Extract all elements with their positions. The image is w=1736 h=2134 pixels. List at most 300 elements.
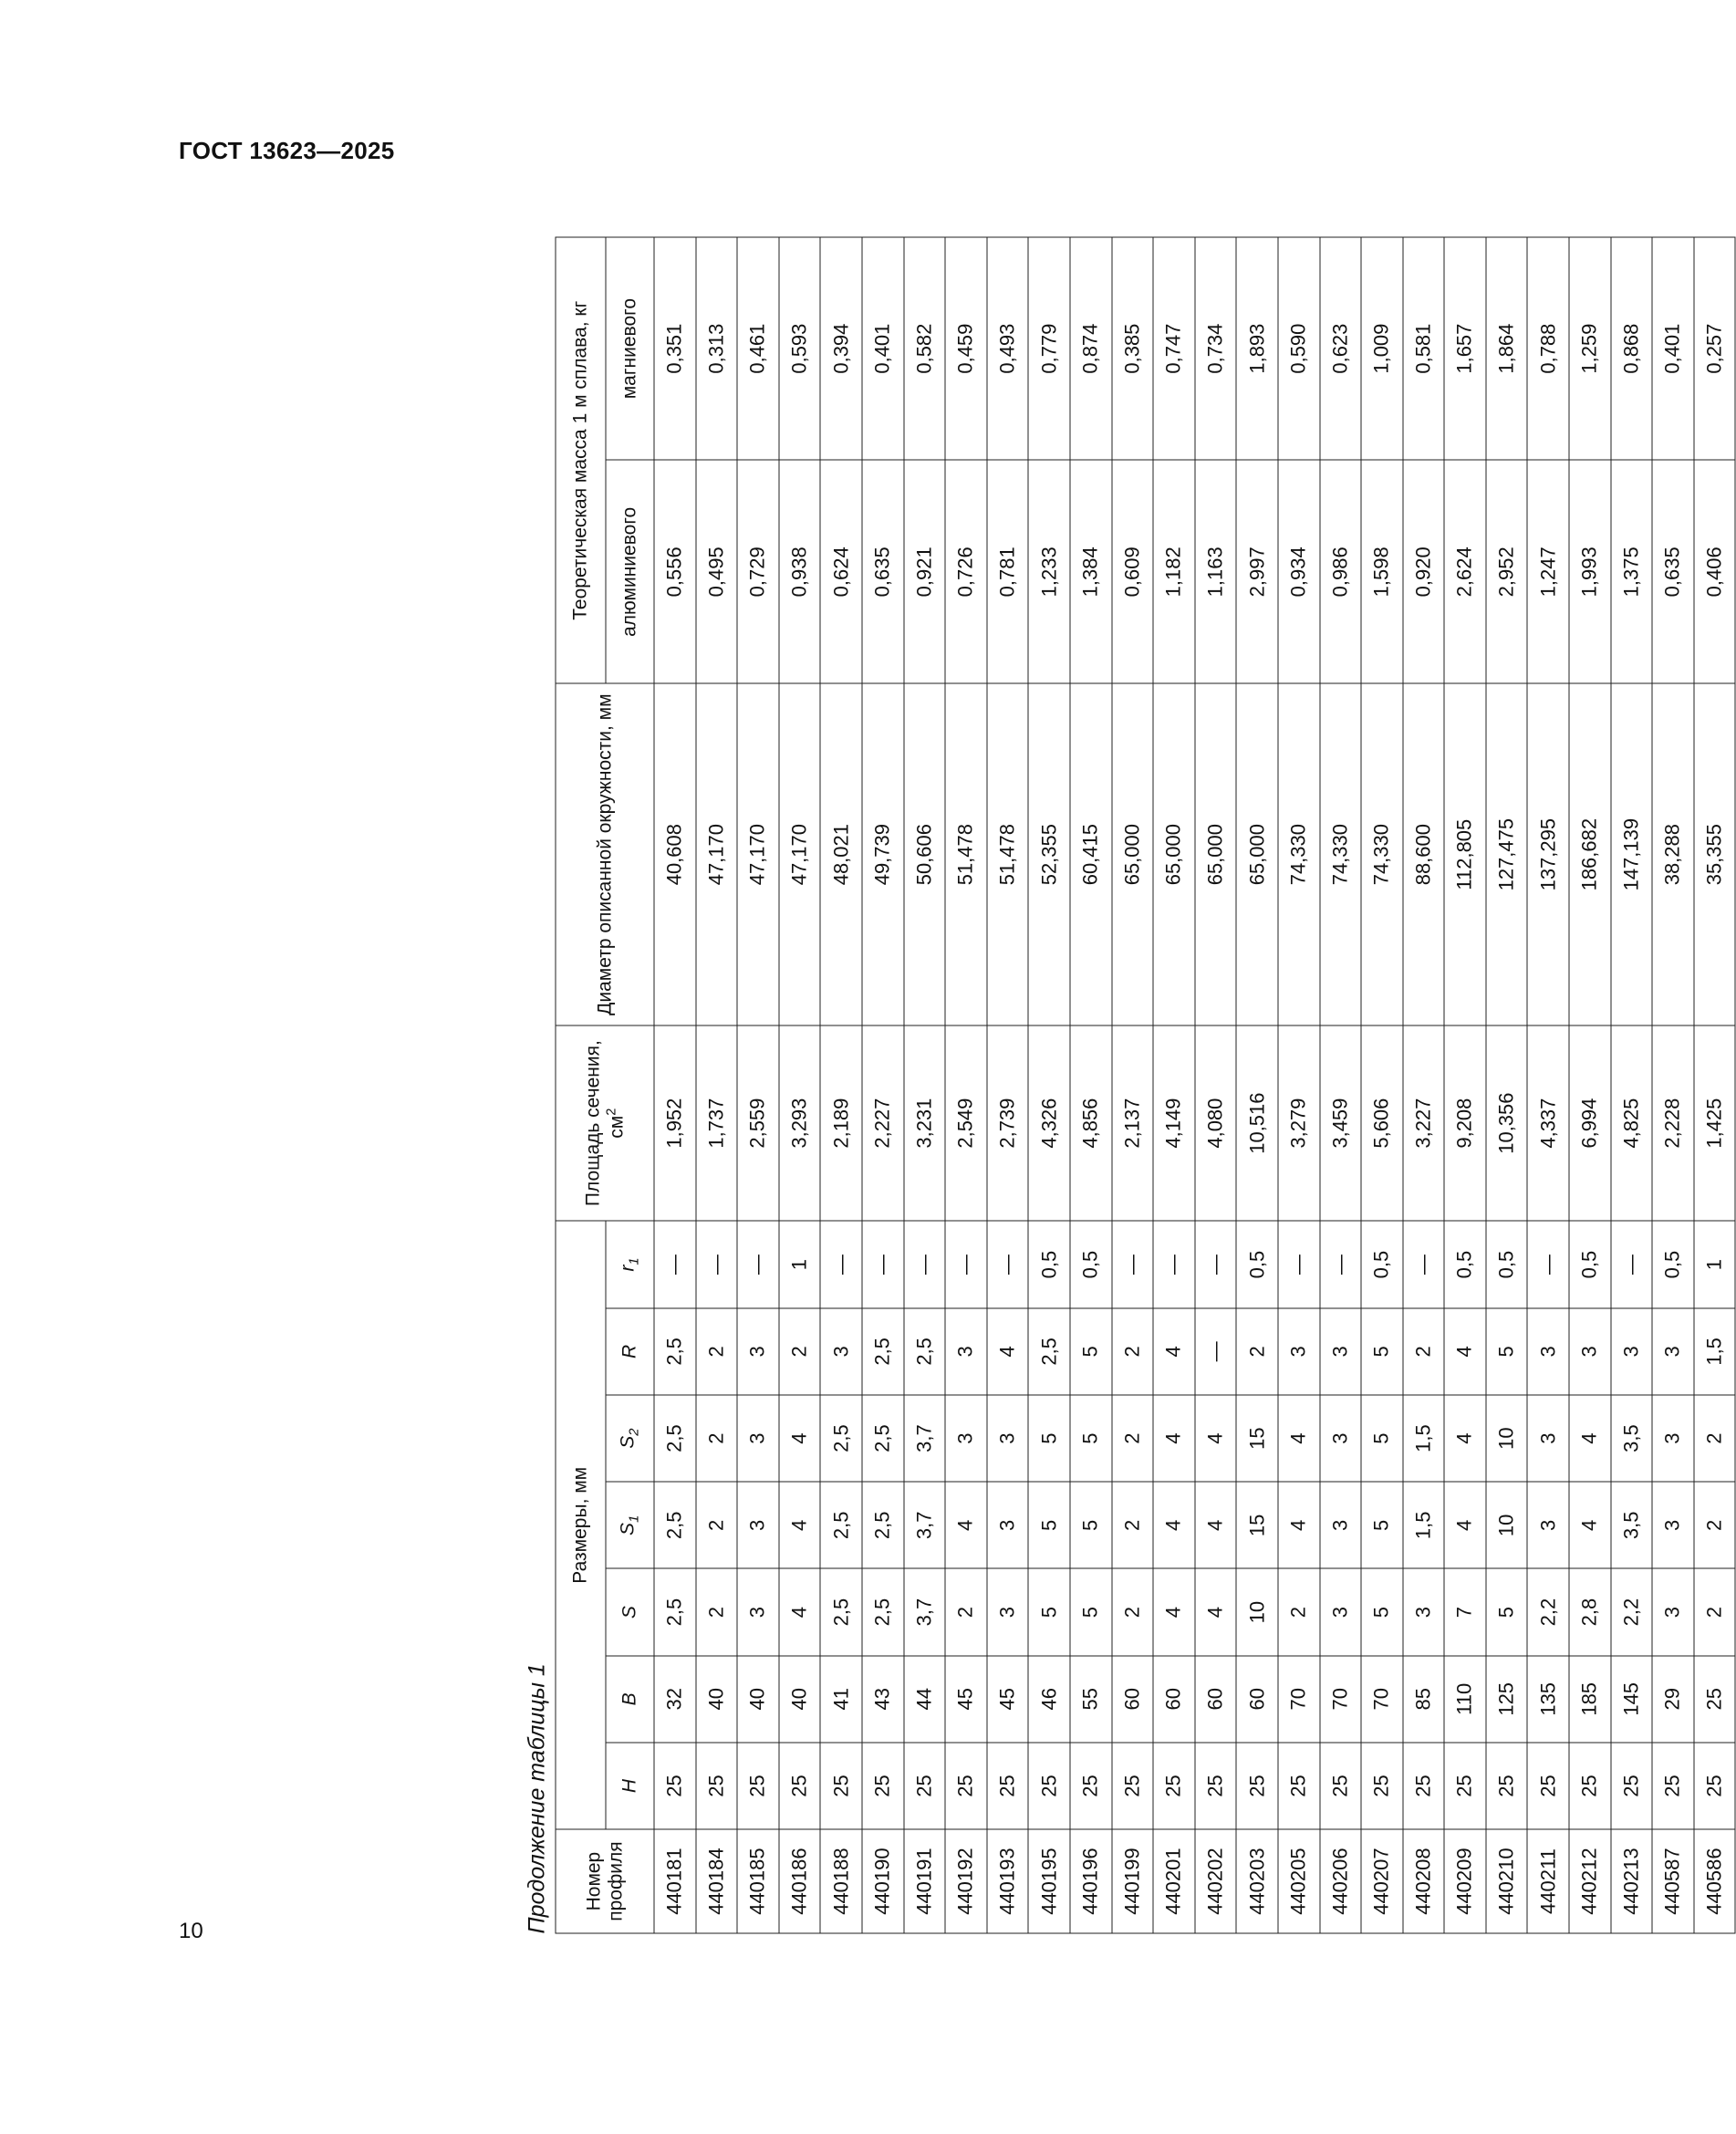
table-cell: 4 xyxy=(1195,1395,1237,1482)
table-cell: 440207 xyxy=(1361,1829,1403,1933)
table-row xyxy=(1195,237,1237,1933)
table-cell: 3 xyxy=(1652,1395,1694,1482)
table-cell: 2 xyxy=(696,1568,738,1655)
table-cell: 2,5 xyxy=(820,1568,862,1655)
table-cell: 5 xyxy=(1361,1308,1403,1395)
table-cell: 0,5 xyxy=(1070,1221,1112,1307)
table-cell: 4 xyxy=(1444,1482,1486,1568)
table-cell: 0,5 xyxy=(1486,1221,1528,1307)
table-cell: — xyxy=(1527,1221,1569,1307)
table-cell: 145 xyxy=(1611,1656,1653,1743)
document-header: ГОСТ 13623—2025 xyxy=(179,137,395,164)
table-cell: 1,009 xyxy=(1361,237,1403,460)
table-cell: 4,149 xyxy=(1153,1025,1195,1222)
table-cell: 15 xyxy=(1236,1482,1278,1568)
table-cell: 0,5 xyxy=(1236,1221,1278,1307)
table-cell: 4 xyxy=(1195,1482,1237,1568)
table-cell: 10 xyxy=(1486,1482,1528,1568)
table-cell: 60 xyxy=(1112,1656,1154,1743)
table-cell: 147,139 xyxy=(1611,683,1653,1025)
table-cell: 48,021 xyxy=(820,683,862,1025)
table-cell: 65,000 xyxy=(1236,683,1278,1025)
page-number: 10 xyxy=(179,1919,203,1943)
table-cell: 60 xyxy=(1153,1656,1195,1743)
table-cell: 25 xyxy=(1070,1743,1112,1829)
table-cell: 46 xyxy=(1028,1656,1070,1743)
table-cell: 2,8 xyxy=(1569,1568,1611,1655)
table-cell: 6,994 xyxy=(1569,1025,1611,1222)
table-cell: 2,5 xyxy=(862,1308,904,1395)
table-cell: 2 xyxy=(1694,1568,1736,1655)
table-cell: 0,609 xyxy=(1112,460,1154,683)
table-cell: 4,825 xyxy=(1611,1025,1653,1222)
table-cell: 5 xyxy=(1028,1395,1070,1482)
table-cell: 2 xyxy=(1112,1482,1154,1568)
table-cell: 440203 xyxy=(1236,1829,1278,1933)
table-cell: 0,5 xyxy=(1652,1221,1694,1307)
table-cell: 5 xyxy=(1028,1568,1070,1655)
table-cell: 49,739 xyxy=(862,683,904,1025)
table-cell: 440201 xyxy=(1153,1829,1195,1933)
table-cell: 1,864 xyxy=(1486,237,1528,460)
table-cell: 25 xyxy=(696,1743,738,1829)
table-row xyxy=(1153,237,1195,1933)
table-cell: — xyxy=(1320,1221,1362,1307)
table-cell: 2,559 xyxy=(737,1025,779,1222)
table-row xyxy=(779,237,821,1933)
table-cell: 5 xyxy=(1070,1308,1112,1395)
table-cell: — xyxy=(987,1221,1029,1307)
table-row xyxy=(1028,237,1070,1933)
table-cell: 3,7 xyxy=(904,1395,946,1482)
table-cell: 2,2 xyxy=(1527,1568,1569,1655)
table-cell: 4 xyxy=(1569,1482,1611,1568)
table-cell: 0,635 xyxy=(1652,460,1694,683)
table-cell: 1 xyxy=(779,1221,821,1307)
table-cell: 25 xyxy=(1153,1743,1195,1829)
table-cell: 0,581 xyxy=(1403,237,1445,460)
table-cell: 3 xyxy=(1652,1308,1694,1395)
table-cell: 440213 xyxy=(1611,1829,1653,1933)
header-mass-magnesium: магниевого xyxy=(606,237,654,460)
table-cell: 40 xyxy=(696,1656,738,1743)
table-cell: 3 xyxy=(1527,1395,1569,1482)
table-cell: 88,600 xyxy=(1403,683,1445,1025)
table-cell: 1,5 xyxy=(1694,1308,1736,1395)
table-cell: 4 xyxy=(945,1482,987,1568)
table-cell: 3 xyxy=(737,1395,779,1482)
table-cell: 0,938 xyxy=(779,460,821,683)
table-cell: 1,993 xyxy=(1569,460,1611,683)
table-cell: 185 xyxy=(1569,1656,1611,1743)
table-cell: 0,459 xyxy=(945,237,987,460)
table-cell: 440193 xyxy=(987,1829,1029,1933)
table-cell: 4 xyxy=(1153,1395,1195,1482)
table-cell: 110 xyxy=(1444,1656,1486,1743)
table-cell: — xyxy=(737,1221,779,1307)
table-row xyxy=(1527,237,1569,1933)
table-cell: — xyxy=(1112,1221,1154,1307)
table-cell: 3 xyxy=(737,1568,779,1655)
table-cell: 2,228 xyxy=(1652,1025,1694,1222)
table-row xyxy=(1236,237,1278,1933)
table-cell: 3,7 xyxy=(904,1482,946,1568)
table-cell: 65,000 xyxy=(1195,683,1237,1025)
table-cell: 35,355 xyxy=(1694,683,1736,1025)
table-cell: 0,934 xyxy=(1278,460,1320,683)
table-cell: 0,401 xyxy=(1652,237,1694,460)
table-cell: 51,478 xyxy=(987,683,1029,1025)
table-cell: 440195 xyxy=(1028,1829,1070,1933)
table-cell: 3 xyxy=(737,1482,779,1568)
table-cell: 51,478 xyxy=(945,683,987,1025)
table-cell: — xyxy=(862,1221,904,1307)
table-cell: 0,5 xyxy=(1569,1221,1611,1307)
table-cell: 2,5 xyxy=(862,1395,904,1482)
table-cell: 1,384 xyxy=(1070,460,1112,683)
table-cell: 127,475 xyxy=(1486,683,1528,1025)
table-cell: 5 xyxy=(1070,1395,1112,1482)
table-cell: 5 xyxy=(1361,1568,1403,1655)
table-cell: — xyxy=(1153,1221,1195,1307)
table-cell: 25 xyxy=(1320,1743,1362,1829)
profiles-table xyxy=(556,237,1736,1934)
table-cell: 4 xyxy=(1569,1395,1611,1482)
table-cell: 2 xyxy=(1694,1395,1736,1482)
table-cell: 2,2 xyxy=(1611,1568,1653,1655)
table-cell: 25 xyxy=(820,1743,862,1829)
table-cell: 50,606 xyxy=(904,683,946,1025)
table-cell: 3 xyxy=(987,1482,1029,1568)
table-cell: 0,729 xyxy=(737,460,779,683)
table-cell: 25 xyxy=(1611,1743,1653,1829)
table-cell: 3 xyxy=(987,1568,1029,1655)
table-cell: 4 xyxy=(779,1568,821,1655)
table-cell: 43 xyxy=(862,1656,904,1743)
table-cell: 2 xyxy=(1112,1308,1154,1395)
table-cell: 65,000 xyxy=(1112,683,1154,1025)
table-row xyxy=(820,237,862,1933)
table-cell: 3,227 xyxy=(1403,1025,1445,1222)
table-cell: 2 xyxy=(945,1568,987,1655)
table-cell: 3 xyxy=(1403,1568,1445,1655)
table-cell: 40 xyxy=(779,1656,821,1743)
table-cell: 25 xyxy=(862,1743,904,1829)
table-cell: 440210 xyxy=(1486,1829,1528,1933)
table-cell: 0,406 xyxy=(1694,460,1736,683)
table-cell: 440192 xyxy=(945,1829,987,1933)
table-cell: 1,5 xyxy=(1403,1395,1445,1482)
table-cell: 29 xyxy=(1652,1656,1694,1743)
table-cell: 5 xyxy=(1361,1395,1403,1482)
table-cell: 1,598 xyxy=(1361,460,1403,683)
table-cell: 0,590 xyxy=(1278,237,1320,460)
table-cell: 440196 xyxy=(1070,1829,1112,1933)
table-cell: 3,231 xyxy=(904,1025,946,1222)
table-cell: 2,739 xyxy=(987,1025,1029,1222)
table-cell: 2,5 xyxy=(904,1308,946,1395)
table-cell: 3,5 xyxy=(1611,1482,1653,1568)
table-cell: 2,624 xyxy=(1444,460,1486,683)
table-cell: 41 xyxy=(820,1656,862,1743)
table-cell: 52,355 xyxy=(1028,683,1070,1025)
table-cell: 440206 xyxy=(1320,1829,1362,1933)
header-mass-aluminium: алюминиевого xyxy=(606,460,654,683)
table-cell: 4 xyxy=(1278,1395,1320,1482)
table-cell: 440586 xyxy=(1694,1829,1736,1933)
table-cell: 0,5 xyxy=(1361,1221,1403,1307)
table-cell: 4,080 xyxy=(1195,1025,1237,1222)
table-cell: 1,375 xyxy=(1611,460,1653,683)
table-cell: 25 xyxy=(1361,1743,1403,1829)
table-cell: 25 xyxy=(737,1743,779,1829)
table-cell: 44 xyxy=(904,1656,946,1743)
table-cell: 0,635 xyxy=(862,460,904,683)
table-cell: 5 xyxy=(1070,1568,1112,1655)
table-cell: — xyxy=(820,1221,862,1307)
table-cell: 0,582 xyxy=(904,237,946,460)
table-cell: 1,657 xyxy=(1444,237,1486,460)
table-cell: 3,7 xyxy=(904,1568,946,1655)
table-cell: 1,233 xyxy=(1028,460,1070,683)
table-cell: 440185 xyxy=(737,1829,779,1933)
table-cell: 0,779 xyxy=(1028,237,1070,460)
table-row xyxy=(904,237,946,1933)
table-cell: 0,986 xyxy=(1320,460,1362,683)
table-cell: 4 xyxy=(1444,1395,1486,1482)
table-cell: 0,921 xyxy=(904,460,946,683)
table-cell: 60 xyxy=(1195,1656,1237,1743)
header-H: H xyxy=(606,1743,654,1829)
table-cell: — xyxy=(1278,1221,1320,1307)
table-cell: 25 xyxy=(987,1743,1029,1829)
table-row xyxy=(1403,237,1445,1933)
table-cell: 47,170 xyxy=(779,683,821,1025)
table-cell: 1,737 xyxy=(696,1025,738,1222)
header-area: Площадь сечения, $см^2$ xyxy=(556,1025,654,1222)
table-cell: 0,351 xyxy=(654,237,696,460)
table-cell: 70 xyxy=(1320,1656,1362,1743)
table-cell: 25 xyxy=(1652,1743,1694,1829)
table-cell: 2,952 xyxy=(1486,460,1528,683)
table-cell: 5 xyxy=(1028,1482,1070,1568)
table-cell: — xyxy=(1611,1221,1653,1307)
table-cell: 38,288 xyxy=(1652,683,1694,1025)
table-cell: 1,259 xyxy=(1569,237,1611,460)
table-cell: 60,415 xyxy=(1070,683,1112,1025)
table-cell: 3 xyxy=(820,1308,862,1395)
table-cell: — xyxy=(904,1221,946,1307)
table-cell: 0,747 xyxy=(1153,237,1195,460)
table-cell: 137,295 xyxy=(1527,683,1569,1025)
table-row xyxy=(737,237,779,1933)
table-cell: 25 xyxy=(1112,1743,1154,1829)
table-cell: 40,608 xyxy=(654,683,696,1025)
table-cell: 2 xyxy=(696,1395,738,1482)
table-cell: 25 xyxy=(1403,1743,1445,1829)
table-cell: 0,5 xyxy=(1444,1221,1486,1307)
table-row xyxy=(1112,237,1154,1933)
table-cell: 1,425 xyxy=(1694,1025,1736,1222)
table-cell: 440186 xyxy=(779,1829,821,1933)
table-cell: 2 xyxy=(696,1308,738,1395)
table-cell: 25 xyxy=(1278,1743,1320,1829)
table-cell: 1,247 xyxy=(1527,460,1569,683)
table-cell: 85 xyxy=(1403,1656,1445,1743)
table-cell: 25 xyxy=(1694,1743,1736,1829)
header-r1: $r_1$ xyxy=(606,1221,654,1307)
table-cell: 9,208 xyxy=(1444,1025,1486,1222)
table-cell: 2 xyxy=(1694,1482,1736,1568)
table-cell: 440212 xyxy=(1569,1829,1611,1933)
table-cell: 70 xyxy=(1278,1656,1320,1743)
table-cell: 440209 xyxy=(1444,1829,1486,1933)
table-cell: 0,623 xyxy=(1320,237,1362,460)
table-cell: 440184 xyxy=(696,1829,738,1933)
table-cell: 440190 xyxy=(862,1829,904,1933)
table-cell: — xyxy=(1403,1221,1445,1307)
table-cell: 4 xyxy=(1195,1568,1237,1655)
table-cell: 3 xyxy=(1527,1482,1569,1568)
table-cell: 25 xyxy=(945,1743,987,1829)
table-cell: 0,920 xyxy=(1403,460,1445,683)
table-row xyxy=(1652,237,1694,1933)
table-cell: 4 xyxy=(1153,1308,1195,1395)
table-cell: 4,326 xyxy=(1028,1025,1070,1222)
header-B: B xyxy=(606,1656,654,1743)
table-cell: — xyxy=(654,1221,696,1307)
table-cell: 5 xyxy=(1070,1482,1112,1568)
table-cell: 0,313 xyxy=(696,237,738,460)
table-cell: 3 xyxy=(945,1395,987,1482)
table-cell: 3 xyxy=(987,1395,1029,1482)
table-cell: 2,5 xyxy=(654,1308,696,1395)
table-cell: 4,337 xyxy=(1527,1025,1569,1222)
table-cell: 0,5 xyxy=(1028,1221,1070,1307)
table-cell: 0,257 xyxy=(1694,237,1736,460)
table-cell: 3 xyxy=(1320,1482,1362,1568)
table-cell: 65,000 xyxy=(1153,683,1195,1025)
header-mass: Теоретическая масса 1 м сплава, кг xyxy=(556,237,606,683)
table-row xyxy=(1486,237,1528,1933)
table-cell: 1,5 xyxy=(1403,1482,1445,1568)
table-cell: 3,279 xyxy=(1278,1025,1320,1222)
table-row xyxy=(1611,237,1653,1933)
table-cell: 25 xyxy=(1028,1743,1070,1829)
table-cell: 0,624 xyxy=(820,460,862,683)
table-cell: 4 xyxy=(1278,1482,1320,1568)
table-cell: 0,781 xyxy=(987,460,1029,683)
table-cell: 3 xyxy=(945,1308,987,1395)
table-row xyxy=(1320,237,1362,1933)
table-cell: 2,5 xyxy=(1028,1308,1070,1395)
table-cell: 0,874 xyxy=(1070,237,1112,460)
table-cell: 3,293 xyxy=(779,1025,821,1222)
table-cell: 4 xyxy=(779,1482,821,1568)
header-dimensions: Размеры, мм xyxy=(556,1221,606,1829)
table-cell: 4 xyxy=(779,1395,821,1482)
table-cell: 25 xyxy=(779,1743,821,1829)
table-cell: 3 xyxy=(1569,1308,1611,1395)
table-cell: 0,734 xyxy=(1195,237,1237,460)
table-cell: — xyxy=(1195,1308,1237,1395)
table-cell: 1,893 xyxy=(1236,237,1278,460)
header-S: S xyxy=(606,1568,654,1655)
table-cell: 32 xyxy=(654,1656,696,1743)
table-row xyxy=(654,237,696,1933)
table-cell: 2,5 xyxy=(862,1482,904,1568)
table-cell: 440587 xyxy=(1652,1829,1694,1933)
table-cell: 60 xyxy=(1236,1656,1278,1743)
rotated-table-frame xyxy=(518,237,1726,1934)
table-cell: 125 xyxy=(1486,1656,1528,1743)
table-cell: 45 xyxy=(945,1656,987,1743)
table-row xyxy=(1444,237,1486,1933)
table-cell: 10,516 xyxy=(1236,1025,1278,1222)
table-cell: 10,356 xyxy=(1486,1025,1528,1222)
table-cell: 2 xyxy=(1278,1568,1320,1655)
table-cell: 0,401 xyxy=(862,237,904,460)
table-row xyxy=(987,237,1029,1933)
table-cell: — xyxy=(945,1221,987,1307)
table-cell: 3 xyxy=(1320,1568,1362,1655)
table-cell: 440188 xyxy=(820,1829,862,1933)
header-R: R xyxy=(606,1308,654,1395)
table-cell: 25 xyxy=(1236,1743,1278,1829)
table-cell: 3 xyxy=(1611,1308,1653,1395)
table-cell: 0,788 xyxy=(1527,237,1569,460)
table-cell: 0,385 xyxy=(1112,237,1154,460)
table-cell: 1,182 xyxy=(1153,460,1195,683)
table-cell: 74,330 xyxy=(1320,683,1362,1025)
table-cell: 4,856 xyxy=(1070,1025,1112,1222)
table-cell: 0,394 xyxy=(820,237,862,460)
table-cell: 3 xyxy=(1527,1308,1569,1395)
table-cell: 440205 xyxy=(1278,1829,1320,1933)
table-cell: 10 xyxy=(1236,1568,1278,1655)
table-cell: 25 xyxy=(1486,1743,1528,1829)
table-cell: 440181 xyxy=(654,1829,696,1933)
table-cell: 3 xyxy=(1320,1308,1362,1395)
table-cell: 135 xyxy=(1527,1656,1569,1743)
table-row xyxy=(1694,237,1736,1933)
table-cell: 10 xyxy=(1486,1395,1528,1482)
table-cell: 5 xyxy=(1486,1568,1528,1655)
table-cell: 5,606 xyxy=(1361,1025,1403,1222)
table-cell: 15 xyxy=(1236,1395,1278,1482)
header-S1: $S_1$ xyxy=(606,1482,654,1568)
table-cell: 5 xyxy=(1361,1482,1403,1568)
table-cell: 2,5 xyxy=(820,1482,862,1568)
header-diameter: Диаметр описанной окружности, мм xyxy=(556,683,654,1025)
table-cell: 25 xyxy=(904,1743,946,1829)
table-cell: 2,189 xyxy=(820,1025,862,1222)
table-cell: 2,137 xyxy=(1112,1025,1154,1222)
table-cell: 45 xyxy=(987,1656,1029,1743)
table-row xyxy=(945,237,987,1933)
table-cell: 1 xyxy=(1694,1221,1736,1307)
table-cell: 3 xyxy=(1278,1308,1320,1395)
table-cell: 3 xyxy=(1652,1568,1694,1655)
table-cell: 0,593 xyxy=(779,237,821,460)
table-cell: 2,5 xyxy=(654,1568,696,1655)
table-cell: 2,5 xyxy=(654,1395,696,1482)
table-cell: 25 xyxy=(1195,1743,1237,1829)
table-cell: 112,805 xyxy=(1444,683,1486,1025)
table-cell: 3,459 xyxy=(1320,1025,1362,1222)
table-cell: 2,227 xyxy=(862,1025,904,1222)
table-cell: 0,726 xyxy=(945,460,987,683)
